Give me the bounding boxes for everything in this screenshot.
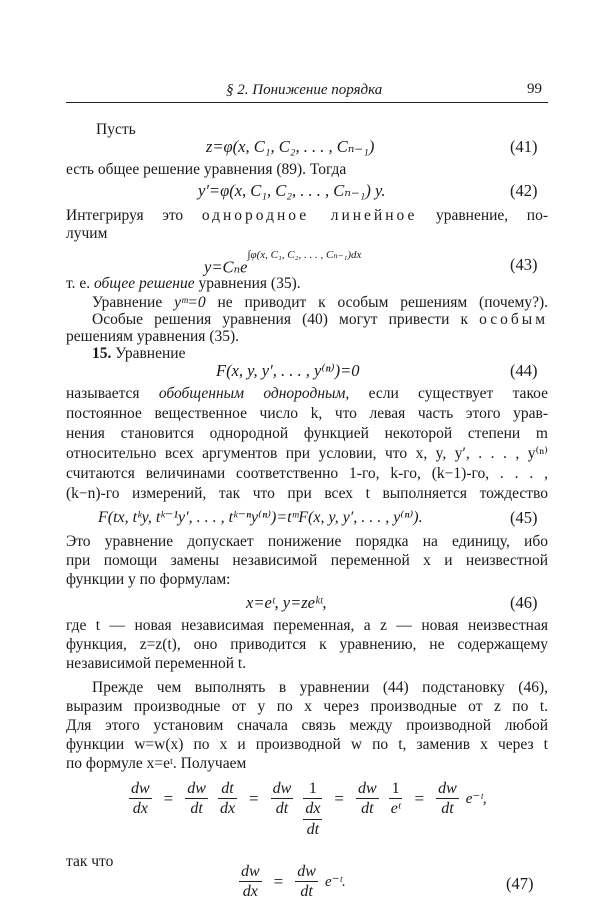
text-line: функции y по формулам: bbox=[66, 571, 231, 588]
page-number: 99 bbox=[527, 81, 542, 97]
header-title: § 2. Понижение порядка bbox=[226, 82, 383, 98]
text-line: решениям уравнения (35). bbox=[66, 328, 240, 345]
fraction: $\frac{dw}{dt}$ bbox=[358, 780, 377, 817]
text-line: Для этого установим сначала связь между производной любой bbox=[66, 717, 548, 734]
italic-term: общее решение bbox=[94, 275, 195, 292]
text-line: где t — новая независимая переменная, а z — новая неизвестная bbox=[66, 617, 548, 634]
formula-45: F(tx, tᵏy, tᵏ⁻¹y′, . . . , tᵏ⁻ⁿy⁽ⁿ⁾)=tᵐF(x, y, y′, . . . , y⁽ⁿ⁾). bbox=[98, 509, 423, 526]
equation-number: (41) bbox=[510, 137, 538, 156]
fraction: $\frac{dw}{dx}$ bbox=[241, 863, 260, 900]
fraction: $\frac{dw}{dt}$ bbox=[187, 780, 206, 817]
compound-fraction: 1 dx dt bbox=[305, 780, 321, 838]
text-line: (k−n)-го измерений, так что при всех t выполняется тождество bbox=[66, 485, 548, 502]
italic-term: обобщенным однородным, bbox=[158, 385, 350, 402]
text-line: независимой переменной t. bbox=[66, 655, 247, 672]
text-line: Особые решения уравнения (40) могут привести к особым bbox=[92, 311, 549, 328]
text-line: Прежде чем выполнять в уравнении (44) подстановку (46), bbox=[92, 679, 548, 696]
formula-46: x=eᵗ, y=zeᵏᵗ, bbox=[246, 593, 327, 612]
text-line: выразим производные от y по x через производные от z по t. bbox=[66, 698, 548, 715]
equation-number: (47) bbox=[506, 874, 534, 893]
text-line: Интегрируя это однородное линейное уравнение, по- bbox=[66, 207, 549, 224]
fraction: $\frac{dw}{dt}$ bbox=[272, 780, 292, 817]
text-line: по формуле x=eᵗ. Получаем bbox=[66, 755, 247, 772]
equation-number: (43) bbox=[510, 255, 538, 274]
section-number: 15. bbox=[92, 345, 112, 362]
formula-44: F(x, y, y′, . . . , y⁽ⁿ⁾)=0 bbox=[216, 361, 360, 380]
text-line: относительно всех аргументов при условии, что x, y, y′, . . . , y⁽ⁿ⁾ bbox=[66, 445, 548, 462]
running-header bbox=[66, 72, 548, 103]
equation-number: (44) bbox=[510, 361, 538, 380]
fraction: $\frac{dw}{dt}$ bbox=[297, 863, 316, 900]
text-line: Пусть bbox=[96, 121, 136, 138]
formula-47: $\frac{dw}{dx}$ = $\frac{dw}{dt}$ e⁻ᵗ. bbox=[241, 863, 346, 900]
text-line: есть общее решение уравнения (89). Тогда bbox=[66, 161, 347, 178]
fraction: $\frac{dw}{dx}$ bbox=[131, 780, 150, 817]
text-line: нения становится однородной функцией некоторой степени m bbox=[66, 425, 548, 442]
formula-42: y′=φ(x, C₁, C₂, . . . , Cₙ₋₁) y. bbox=[198, 181, 386, 200]
text-line: т. е. общее решение уравнения (35). bbox=[66, 275, 301, 292]
equation-number: (42) bbox=[510, 181, 538, 200]
text-line: лучим bbox=[66, 225, 108, 242]
equation-number: (46) bbox=[510, 593, 538, 612]
fraction: $\frac{dt}{dx}$ bbox=[219, 780, 236, 817]
fraction: $\frac{1}{\text{eᵗ}}$ bbox=[390, 780, 401, 817]
derivative-chain-formula: $\frac{dw}{dx}$ = $\frac{dw}{dt}$ $\frac{dt}{dx}$ = $\frac{dw}{dt}$ 1 dx dt = $\frac{dw}{dt}$ $\frac{1}{\text{eᵗ}}$ = $\frac{dw}{dt}$ e⁻ᵗ, bbox=[131, 780, 487, 838]
exponent: ∫φ(x, C₁, C₂, . . . , Cₙ₋₁)dx bbox=[247, 249, 362, 261]
text-line: функции w=w(x) по x и производной w по t, заменив x через t bbox=[66, 736, 548, 753]
formula-41: z=φ(x, C₁, C₂, . . . , Cₙ₋₁) bbox=[206, 137, 375, 156]
text-line: считаются величинами соответственно 1-го, k-го, (k−1)-го, . . . , bbox=[66, 465, 548, 482]
paragraph-start: 15. Уравнение bbox=[92, 345, 186, 362]
text-line: Уравнение yᵐ=0 не приводит к особым решениям (почему?). bbox=[92, 294, 548, 311]
text-line: Это уравнение допускает понижение порядка на единицу, ибо bbox=[66, 533, 548, 550]
text-line: функция, z=z(t), оно приводится к уравнению, не содержащему bbox=[66, 636, 548, 653]
text-line: называется обобщенным однородным, если существует такое bbox=[66, 385, 549, 402]
text-line: при помощи замены независимой переменной x и неизвестной bbox=[66, 552, 548, 569]
formula-43: y=Cₙe$^{\int\varphi(x, C_1, C_2, . . . , C_{n-1})dx}$ bbox=[204, 249, 362, 277]
equation-number: (45) bbox=[510, 508, 538, 527]
spaced-emphasis: особым bbox=[479, 311, 549, 328]
text-line: так что bbox=[66, 853, 114, 870]
text-line: постоянное вещественное число k, что левая часть этого урав- bbox=[66, 405, 548, 422]
fraction: $\frac{dw}{dt}$ bbox=[438, 780, 457, 817]
spaced-emphasis: однородное линейное bbox=[201, 207, 418, 224]
